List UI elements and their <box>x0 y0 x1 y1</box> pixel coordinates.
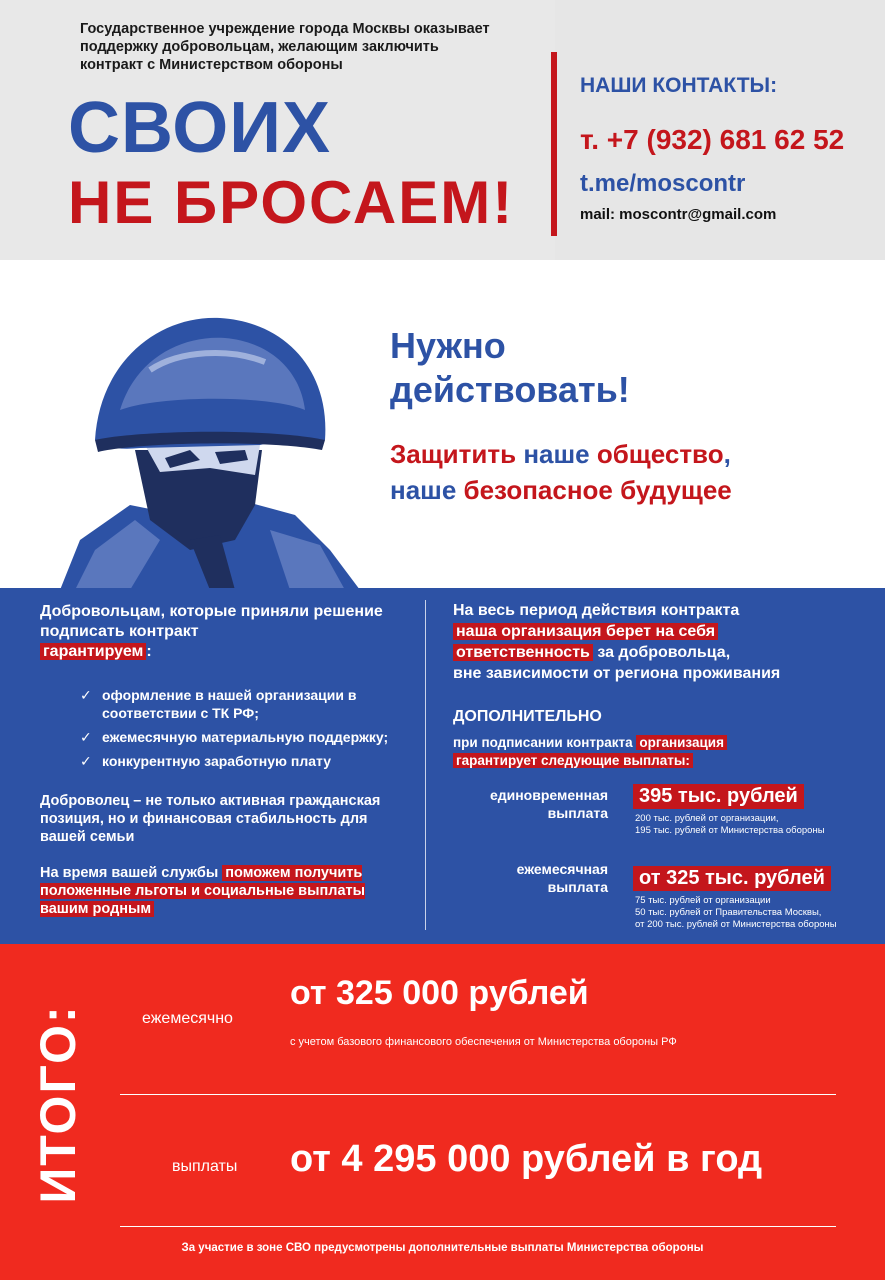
family-support-text: На время вашей службы <box>40 865 223 881</box>
benefits-panel <box>0 588 885 944</box>
check-icon: ✓ <box>80 753 92 769</box>
list-item-text: оформление в нашей организации в соответствии с ТК РФ; <box>102 687 357 721</box>
label-line: выплата <box>547 879 608 895</box>
contacts-title: НАШИ КОНТАКТЫ: <box>580 74 778 97</box>
one-time-payment-note <box>635 813 825 837</box>
stability-paragraph: Доброволец – не только активная гражданская позиция, но и финансовая стабильность для вашей семьи <box>40 793 381 845</box>
responsibility-highlight: наша организация берет на себя <box>453 623 718 640</box>
responsibility-text: за добровольца, <box>592 644 731 661</box>
totals-title: ИТОГО: <box>30 1004 86 1204</box>
hero-sub-word: безопасное будущее <box>463 475 732 505</box>
one-time-payment-label <box>450 786 608 822</box>
intro-text: Государственное учреждение города Москвы оказывает поддержку добровольцам, желающим заключить контракт с Министерством обороны <box>80 21 490 73</box>
hero-sub-word: , <box>723 439 731 469</box>
note-line: 200 тыс. рублей от организации, <box>635 813 779 824</box>
panel-divider <box>425 600 426 930</box>
payments-intro-highlight: организация <box>636 735 727 750</box>
monthly-payment-label <box>450 860 608 896</box>
contact-phone[interactable]: т. +7 (932) 681 62 52 <box>580 124 845 155</box>
hero-headline <box>390 324 630 412</box>
hero-sub-line-2 <box>390 472 732 508</box>
payments-intro-highlight: гарантирует следующие выплаты: <box>453 753 693 768</box>
note-line: 195 тыс. рублей от Министерства обороны <box>635 825 825 836</box>
hero-subheadline <box>390 436 732 508</box>
hero-sub-word: наше <box>516 439 597 469</box>
check-icon: ✓ <box>80 729 92 745</box>
label-line: единовременная <box>489 787 608 803</box>
monthly-payment-amount: от 325 тыс. рублей <box>633 866 831 891</box>
hero-headline-line-1: Нужно <box>390 325 506 366</box>
one-time-payment-amount: 395 тыс. рублей <box>633 784 804 809</box>
hero-sub-word: общество <box>596 439 724 469</box>
note-line: 75 тыс. рублей от организации <box>635 895 771 906</box>
yearly-total-value: от 4 295 000 рублей в год <box>290 1138 763 1180</box>
additional-title: ДОПОЛНИТЕЛЬНО <box>453 708 602 725</box>
volunteer-intro-text: Добровольцам, которые приняли решение подписать контракт <box>40 603 383 640</box>
family-support-paragraph <box>40 864 410 918</box>
slogan-line-2: НЕ БРОСАЕМ! <box>68 169 515 236</box>
header-divider <box>551 52 557 236</box>
hero-sub-word: наше <box>390 475 464 505</box>
list-item-text: ежемесячную материальную поддержку; <box>102 729 389 745</box>
header <box>0 0 885 260</box>
check-icon: ✓ <box>80 687 92 703</box>
monthly-total-label: ежемесячно <box>142 1010 233 1027</box>
yearly-total-label: выплаты <box>172 1158 238 1175</box>
volunteer-intro <box>40 602 400 662</box>
hero-headline-line-2: действовать! <box>390 369 630 410</box>
note-line: 50 тыс. рублей от Правительства Москвы, <box>635 907 822 918</box>
family-support-highlight: поможем получить положенные льготы и социальные выплаты вашим родным <box>40 865 365 917</box>
responsibility-line-3 <box>453 642 853 663</box>
responsibility-line-4: вне зависимости от региона проживания <box>453 665 781 682</box>
totals-panel <box>0 944 885 1280</box>
guarantee-highlight: гарантируем <box>40 643 146 660</box>
list-item <box>80 728 410 746</box>
contact-email[interactable]: mail: moscontr@gmail.com <box>580 206 777 223</box>
list-item <box>80 752 410 770</box>
payments-intro-text: при подписании контракта <box>453 735 637 750</box>
hero-sub-line-1 <box>390 436 732 472</box>
monthly-payment-note <box>635 895 837 931</box>
responsibility-line-1: На весь период действия контракта <box>453 602 740 619</box>
hero-sub-word: Защитить <box>390 439 517 469</box>
label-line: ежемесячная <box>516 861 608 877</box>
payments-intro <box>453 734 853 770</box>
note-line: от 200 тыс. рублей от Министерства обороны <box>635 919 837 930</box>
slogan-line-1: СВОИХ <box>68 88 331 168</box>
divider-line <box>120 1226 836 1227</box>
contact-telegram-link[interactable]: t.me/moscontr <box>580 170 746 197</box>
divider-line <box>120 1094 836 1095</box>
monthly-total-note: с учетом базового финансового обеспечения от Министерства обороны РФ <box>290 1036 677 1048</box>
list-item <box>80 686 410 722</box>
soldier-image <box>40 300 370 590</box>
footnote: За участие в зоне СВО предусмотрены дополнительные выплаты Министерства обороны <box>181 1242 704 1254</box>
list-item-text: конкурентную заработную плату <box>102 753 331 769</box>
responsibility-paragraph <box>453 600 853 684</box>
monthly-total-value: от 325 000 рублей <box>290 974 589 1012</box>
label-line: выплата <box>547 805 608 821</box>
responsibility-highlight: ответственность <box>453 644 593 661</box>
colon: : <box>146 643 152 660</box>
responsibility-line-2 <box>453 621 853 642</box>
guarantee-list <box>80 686 410 776</box>
